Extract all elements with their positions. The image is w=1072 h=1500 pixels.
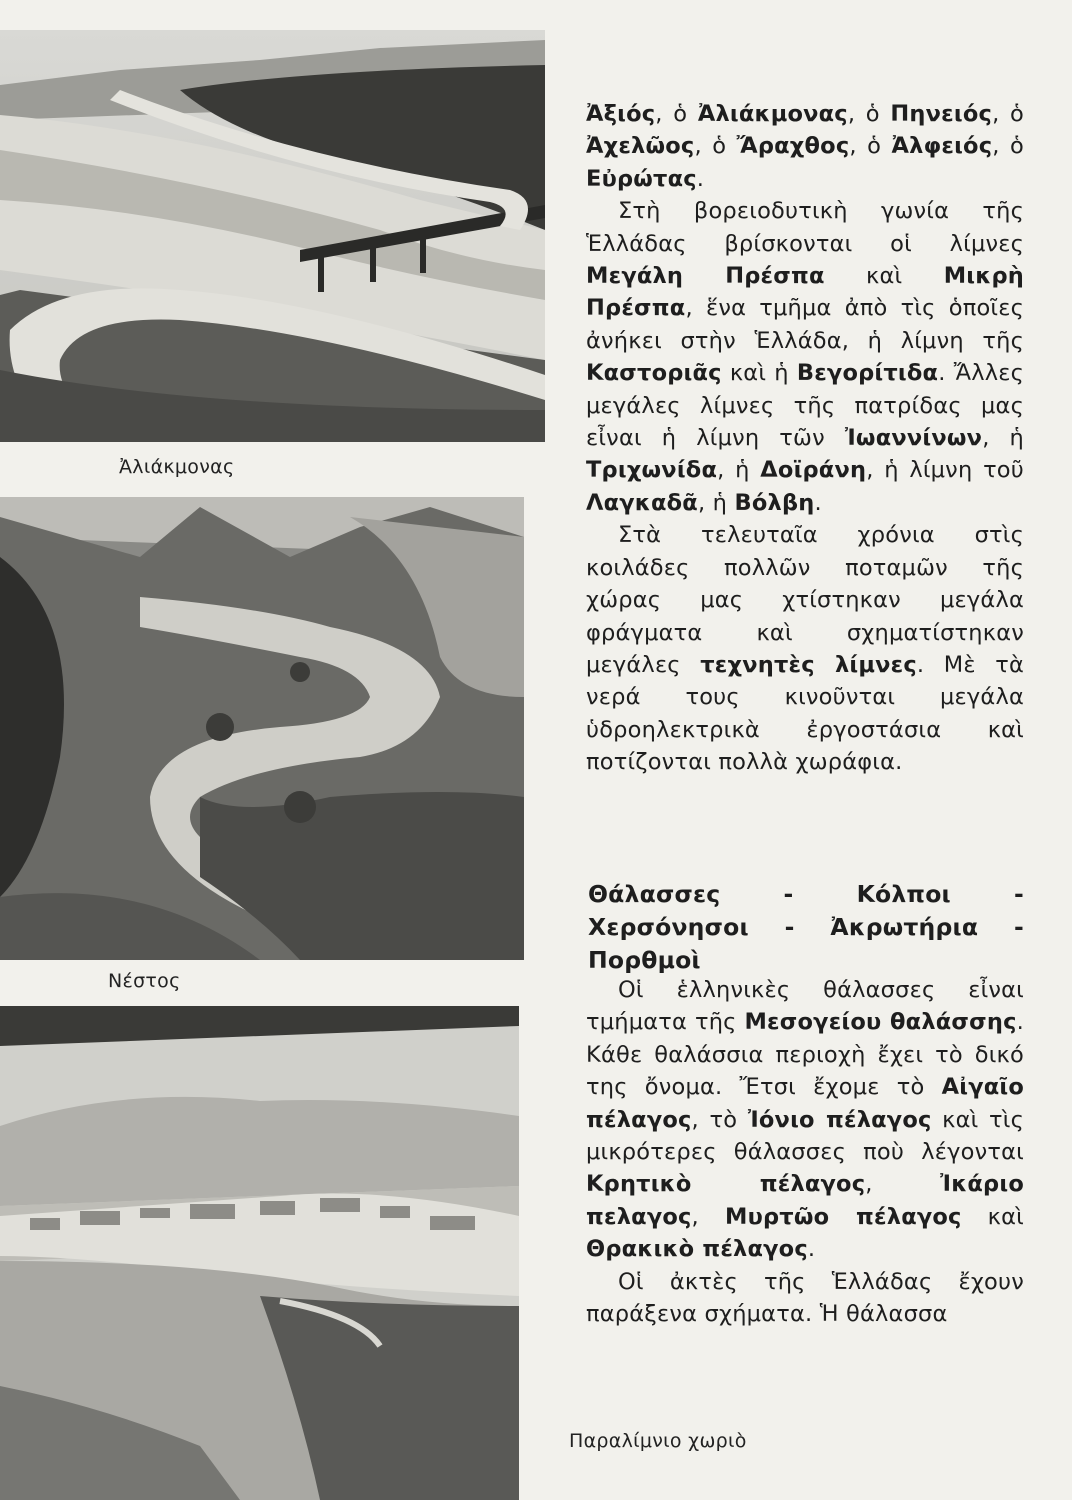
bold-term: Κρητικὸ πέλαγος xyxy=(586,1171,866,1198)
caption-lakeside-village: Παραλίμνιο χωριὸ xyxy=(569,1430,747,1452)
bold-term: τεχνητὲς λίμνες xyxy=(700,651,917,678)
text-column-seas xyxy=(586,974,1024,1330)
bold-term: Ἀξιός xyxy=(586,101,656,127)
paragraph-rivers: Ἀξιός, ὁ Ἀλιάκμονας, ὁ Πηνειός, ὁ Ἀχελῶος, ὁ Ἄραχθος, ὁ Ἀλφειός, ὁ Εὐρώτας. xyxy=(586,101,1025,192)
caption-aliakmonas: Ἀλιάκμονας xyxy=(119,456,235,478)
bold-term: Καστοριᾶς xyxy=(586,360,722,387)
bold-term: Μικρὴ Πρέσπα xyxy=(586,263,1024,322)
bold-term: Μεσογείου θαλάσσης xyxy=(744,1009,1017,1036)
bold-term: Ἀχελῶος xyxy=(586,133,695,160)
bold-term: Θρακικὸ πέλαγος xyxy=(586,1236,808,1263)
bold-term: Βόλβη xyxy=(734,489,815,516)
photo-lakeside-village xyxy=(0,1006,519,1500)
section-heading-seas: Θάλασσες - Κόλποι - Χερσόνησοι - Ἀκρωτήρια - Πορθμοὶ xyxy=(588,880,1024,974)
paragraph-lakes: Στὴ βορειοδυτικὴ γωνία τῆς Ἑλλάδας βρίσκονται οἱ λίμνες Μεγάλη Πρέσπα καὶ Μικρὴ Πρέσπα, ἕνα τμῆμα ἀπὸ τὶς ὁποῖες ἀνήκει στὴν Ἑλλάδα, ἡ λίμνη τῆς Καστοριᾶς καὶ ἡ Βεγορίτιδα. Ἄλλες μεγάλες λίμνες τῆς πατρίδας μας εἶναι ἡ λίμνη τῶν Ἰωαννίνων, ἡ Τριχωνίδα, ἡ Δοϊράνη, ἡ λίμνη τοῦ Λαγκαδᾶ, ἡ Βόλβη. xyxy=(586,198,1024,516)
bold-term: Αἰγαῖο πέλαγος xyxy=(586,1074,1024,1133)
photo-nestos xyxy=(0,497,524,960)
bold-term: Ἄραχθος xyxy=(736,133,850,160)
bold-term: Βεγορίτιδα xyxy=(796,360,939,387)
paragraph-seas: Οἱ ἑλληνικὲς θάλασσες εἶναι τμήματα τῆς Μεσογείου θαλάσσης. Κάθε θαλάσσια περιοχὴ ἔχει τὸ δικό της ὄνομα. Ἔτσι ἔχομε τὸ Αἰγαῖο πέλαγος, τὸ Ἰόνιο πέλαγος καὶ τὶς μικρότερες θάλασσες ποὺ λέγονται Κρητικὸ πέλαγος, Ἰκάριο πελαγος, Μυρτῶο πέλαγος καὶ Θρακικὸ πέλαγος. xyxy=(586,977,1024,1263)
paragraph-coasts: Οἱ ἀκτὲς τῆς Ἑλλάδας ἔχουν παράξενα σχήματα. Ἡ θάλασσα xyxy=(586,1268,1024,1328)
paragraph-artificial-lakes: Στὰ τελευταῖα χρόνια στὶς κοιλάδες πολλῶν ποταμῶν τῆς χώρας μας χτίστηκαν μεγάλα φράγματα καὶ σχηματίστηκαν μεγάλες τεχνητὲς λίμνες. Μὲ τὰ νερά τους κινοῦνται μεγάλα ὑδροηλεκτρικὰ ἐργοστάσια καὶ ποτίζονται πολλὰ χωράφια. xyxy=(586,522,1025,776)
bold-term: Δοϊράνη xyxy=(760,457,867,484)
text-column-rivers-lakes xyxy=(586,98,1024,779)
bold-term: Ἰωαννίνων xyxy=(844,425,983,452)
bold-term: Ἀλιάκμονας xyxy=(697,101,848,127)
bold-term: Λαγκαδᾶ xyxy=(586,489,698,516)
photo-aliakmonas xyxy=(0,30,545,442)
bold-term: Ἀλφειός xyxy=(891,133,993,160)
bold-term: Μεγάλη Πρέσπα xyxy=(586,263,825,290)
bold-term: Μυρτῶο πέλαγος xyxy=(725,1203,962,1230)
caption-nestos: Νέστος xyxy=(108,970,181,992)
bold-term: Ἰκάριο πελαγος xyxy=(586,1171,1024,1230)
bold-term: Τριχωνίδα xyxy=(586,457,718,484)
bold-term: Εὐρώτας xyxy=(586,165,697,192)
bold-term: Πηνειός xyxy=(890,101,993,127)
bold-term: Ἰόνιο πέλαγος xyxy=(747,1106,932,1133)
